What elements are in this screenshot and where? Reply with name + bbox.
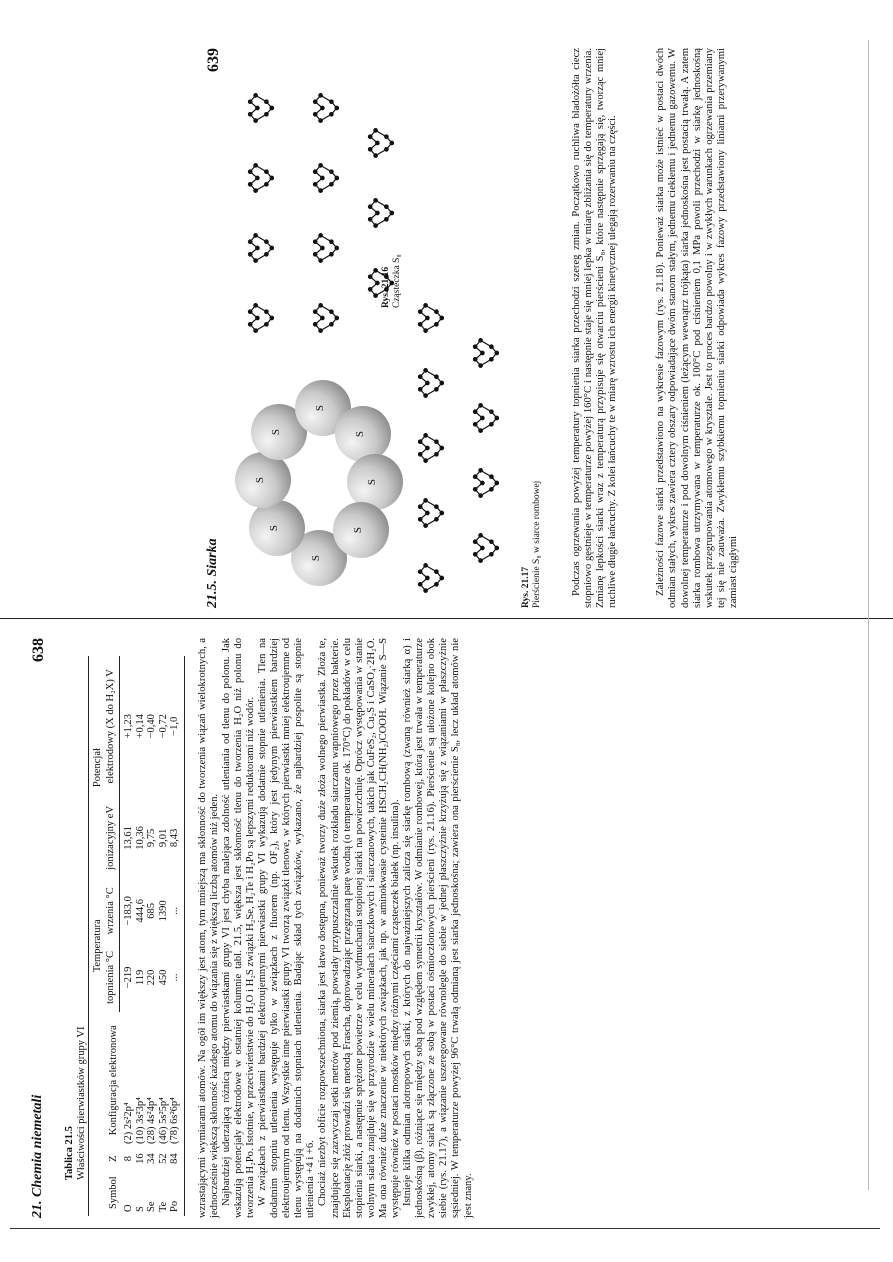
figures xyxy=(231,48,542,608)
running-head-title: 21. Chemia niemetali xyxy=(30,1094,45,1218)
figure-caption-text: Cząsteczka S₈ xyxy=(391,254,402,308)
table-title: Właściwości pierwiastków grupy VI xyxy=(76,1026,87,1180)
properties-table xyxy=(88,656,185,1216)
cell: 9,01 xyxy=(157,828,169,848)
col-header: Konfiguracja elektronowa xyxy=(89,1012,120,1148)
sulfur-atom: S xyxy=(347,454,403,510)
ring-molecule xyxy=(418,498,444,528)
col-header: jonizacyjny eV xyxy=(104,797,120,880)
ring-molecule xyxy=(473,468,499,498)
paragraph: Zależności fazowe siarki przedstawiono na wykresie fazowym (rys. 21.18). Ponieważ siarka może istnieć w postaci dwóch odmian stałych, wykres zawiera cztery obszary odpowiadające dwóm stanom stałym, jednemu ciekłemu i jednemu gazowemu. W dowolnej temperaturze i pod dowolnym ciśnieniem (leżącym wewnątrz trójkąta) siarka jednoskośna jest postacią trwałą. A zatem siarka rombowa utrzymywana w temperaturze ok. 100°C pod ciśnieniem 0,1 MPa powoli przechodzi w siarkę jednoskośną wskutek przegrupowania atomowego w krysztale. Jest to proces bardzo powolny i w zwykłych warunkach ogrzewania przemiany tej się nie zauważa. Zwykłemu szybkiemu topnieniu siarki odpowiada wykres fazowy przedstawiony liniami przerywanymi zamiast ciągłymi xyxy=(655,48,739,608)
sulfur-atom: S xyxy=(249,500,305,556)
ring-molecule xyxy=(313,303,339,333)
col-header: Z xyxy=(89,1148,120,1169)
paragraph: Podczas ogrzewania powyżej temperatury topnienia siarka przechodzi szereg zmian. Początkowo ruchliwa bladożółta ciecz stopniowo gęstnieje w temperaturze powyżej 160°C i następnie staje się mniej lepka w miarę zbliżania się do temperatury wrzenia. Zmianę lepkości siarki wraz z temperaturą przypisuje się otwarciu pierścieni S₈, które następnie sprzęgają się, tworząc mniej ruchliwe długie łańcuchy. Z kolei łańcuchy te w miarę wzrostu ich energii kinetycznej ulegają rozerwaniu na części. xyxy=(571,48,619,608)
cell: 84 xyxy=(169,1148,184,1169)
rhombic-sulfur-figure xyxy=(401,258,531,608)
sulfur-atom: S xyxy=(333,502,389,558)
body-text xyxy=(571,48,740,608)
figure-caption-21-17 xyxy=(521,481,542,608)
body-text xyxy=(197,638,475,1218)
table-row xyxy=(146,656,158,1216)
cell: 52 xyxy=(157,1153,169,1164)
ring-molecule xyxy=(313,163,339,193)
paragraph: wzrastającymi wymiarami atomów. Na ogół im większy jest atom, tym mniejszą ma skłonność do tworzenia wiązań wielokrotnych, a jednocześnie większą skłonność każdego atomu do wiązania się z większą liczbą atomów niż jeden. xyxy=(196,638,220,1218)
ring-molecule xyxy=(418,303,444,333)
sulfur-atom: S xyxy=(235,452,291,508)
cell: 10,36 xyxy=(134,826,146,850)
col-header: wrzenia °C xyxy=(104,879,120,942)
page-number: 638 xyxy=(30,638,47,662)
page-edge-line xyxy=(10,1228,880,1229)
cell: Se xyxy=(146,1201,157,1212)
running-head xyxy=(205,48,227,608)
table-row xyxy=(158,656,170,1216)
book-page-639 xyxy=(205,48,845,608)
cell: ... xyxy=(169,942,184,1012)
ring-molecule xyxy=(248,93,274,123)
paragraph: Najbardziej uderzającą różnicą między pierwiastkami grupy VI jest chyba malejąca zdolność utleniania od tlenu do polonu. Jak wskazują potencjały elektrodowe w ostatniej kolumnie tabl. 21.5, większa jest skłonność tlenu do tworzenia H₂O niż polonu do tworzenia H₂Po. Istotnie, w przeciwieństwie do H₂O i H₂S związki H₂Se, H₂Te i H₂Po są lepszymi reduktorami niż wodór. xyxy=(220,638,256,1218)
ring-molecule xyxy=(248,163,274,193)
book-spine-line xyxy=(0,618,893,619)
paragraph: W związkach z pierwiastkami bardziej elektroujemnymi pierwiastki grupy VI wykazują dodatnie stopnie utlenienia. Tlen na dodatnim stopniu utlenienia występuje tylko w związkach z fluorem (np. OF₂), który jest jedynym pierwiastkiem bardziej elektroujemnym od tlenu. Wszystkie inne pierwiastki grupy VI tworzą związki tlenowe, w których pierwiastki mniej elektroujemne od tlenu występują na dodatnich stopniach utlenienia. Badając skład tych związków, wykazano, że najbardziej pospolite są stopnie utlenienia +4 i +6. xyxy=(256,638,317,1218)
sulfur-atom: S xyxy=(251,404,307,460)
cell: ... xyxy=(169,879,184,942)
cell: +1,23 xyxy=(123,714,134,739)
cell: (46) 5s²5p⁴ xyxy=(157,1097,169,1144)
ring-molecule xyxy=(248,233,274,263)
cell: 13,61 xyxy=(123,826,134,850)
cell: 220 xyxy=(146,969,157,986)
crystal-ring-stack xyxy=(231,58,401,358)
figure-caption-21-16 xyxy=(381,254,402,308)
sulfur-atom: S xyxy=(291,530,347,586)
cell: 34 xyxy=(146,1153,157,1164)
cell: 444,6 xyxy=(134,899,146,923)
group-header: Temperatura xyxy=(89,879,105,1012)
paragraph: Istnieje kilka odmian alotropowych siarki, z których do najważniejszych zalicza się siarkę rombową (zwaną również siarką α) i jednoskośną (β), różniące się między sobą pod względem symetrii kryształów. W odmianie rombowej, która jest trwała w temperaturze zwykłej, atomy siarki są złączone ze sobą w postaci ośmioczłonowych pierścieni (rys. 21.16). Pierścienie są ułożone kolejno obok siebie (rys. 21.17), a wiązanie uszeregowane równolegle do siebie w jednej płaszczyźnie krzyżują się z wiązaniami w płaszczyźnie sąsiedniej. W temperaturze powyżej 96°C trwałą odmianą jest siarka jednoskośna; zawiera ona pierścienie S₈, lecz układ atomów nie jest znany. xyxy=(402,638,474,1218)
cell: −219 xyxy=(123,966,134,989)
table-row xyxy=(135,656,147,1216)
col-header: topnienia °C xyxy=(104,942,120,1012)
col-header: Symbol xyxy=(89,1169,120,1216)
group-header: Potencjał xyxy=(89,656,105,879)
ring-molecule xyxy=(473,338,499,368)
ring-molecule xyxy=(248,303,274,333)
cell: −0,72 xyxy=(157,714,169,739)
cell: 8 xyxy=(122,1156,134,1162)
cell: −183,0 xyxy=(123,896,134,926)
ring-molecule xyxy=(418,368,444,398)
table-label: Tablica 21.5 xyxy=(64,1126,75,1180)
cell: O xyxy=(122,1204,134,1212)
ring-molecules-top xyxy=(231,58,401,358)
page-edge-line-right xyxy=(868,40,869,1190)
sulfur-atom: S xyxy=(335,406,391,462)
cell: 16 xyxy=(134,1153,146,1164)
figure-label: Rys. 21.17 xyxy=(521,566,531,608)
cell: 1390 xyxy=(157,900,169,922)
cell: (2) 2s²2p⁴ xyxy=(122,1102,134,1144)
table-row xyxy=(169,656,184,1216)
table-row xyxy=(120,656,135,1216)
cell: S xyxy=(134,1206,146,1212)
ring-molecules-bottom xyxy=(401,258,521,608)
ring-molecule xyxy=(473,403,499,433)
ring-molecule xyxy=(368,128,394,158)
cell: −0,40 xyxy=(146,714,157,739)
ring-molecule xyxy=(313,93,339,123)
cell: (10) 3s²3p⁴ xyxy=(134,1097,146,1144)
sulfur-atom: S xyxy=(295,380,351,436)
figure-label: Rys. 21.16 xyxy=(381,266,391,308)
ring-molecule xyxy=(473,533,499,563)
ring-molecule xyxy=(313,233,339,263)
col-header: elektrodowy (X do H₂X) V xyxy=(104,656,120,797)
running-head xyxy=(30,638,52,1218)
cell: Po xyxy=(169,1169,184,1216)
running-head-title: 21.5. Siarka xyxy=(205,538,220,608)
cell: 8,43 xyxy=(169,797,184,880)
book-page-638 xyxy=(30,638,810,1218)
cell: −1,0 xyxy=(169,656,184,797)
paragraph: Chociaż niezbyt obficie rozpowszechniona, siarka jest łatwo dostępna, ponieważ tworzy duże złoża wolnego pierwiastka. Złoża te, znajdujące się zazwyczaj setki metrów pod ziemią, powstały przypuszczalnie wskutek rozkładu siarczanu wapniowego przez bakterie. Eksploatację złóż prowadzi się metodą Frascha, doprowadzając przegrzaną parę wodną (o temperaturze ok. 170°C) do pokładów w celu stopienia siarki, a następnie sprężone powietrze w celu wydmuchania stopionej siarki na powierzchnię. Oprócz występowania w stanie wolnym siarka znajduje się w przyrodzie w wielu minerałach siarczkowych i siarczanowych, takich jak CuFeS₂, Cu₂S i CaSO₄·2H₂O. Ma ona również duże znaczenie w niektórych związkach, jak np. w aminokwasie cysteinie HSCH₂CH(NH₂)COOH. Wiązanie S—S występuje również w postaci mostków między różnymi częściami cząsteczek białek (np. insulina). xyxy=(317,638,401,1218)
cell: +0,14 xyxy=(134,714,146,739)
cell: 119 xyxy=(134,969,146,986)
page-number: 639 xyxy=(205,48,222,72)
figure-caption-text: Pierścienie S₈ w siarce rombowej xyxy=(531,480,542,608)
ring-molecule xyxy=(368,198,394,228)
cell: Te xyxy=(157,1201,169,1212)
table-caption xyxy=(64,638,88,1180)
s8-ring-figure xyxy=(231,368,401,608)
cell: (78) 6s²6p⁴ xyxy=(169,1012,184,1148)
ring-molecule xyxy=(418,433,444,463)
cell: 9,75 xyxy=(146,828,157,848)
cell: 450 xyxy=(157,969,169,986)
ring-molecule xyxy=(418,563,444,593)
cell: (28) 4s²4p⁴ xyxy=(146,1097,157,1144)
cell: 685 xyxy=(146,902,157,919)
